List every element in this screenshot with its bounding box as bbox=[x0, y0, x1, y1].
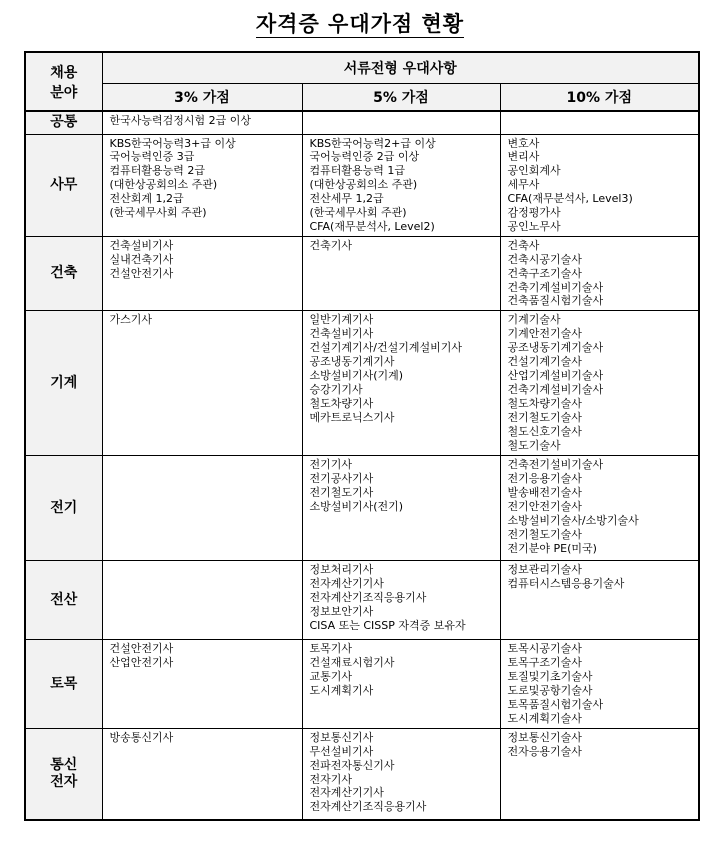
certificate-item: 무선설비기사 bbox=[309, 744, 374, 758]
certificate-item: 건축설비기사 bbox=[309, 327, 374, 341]
certificate-item: 산업기계설비기술사 bbox=[507, 369, 604, 382]
certificate-item: 공조냉동기계기술사 bbox=[507, 341, 604, 355]
certificate-item: 소방설비기사(기계) bbox=[309, 369, 404, 382]
certificate-item: 토목기사 bbox=[309, 642, 353, 656]
certificate-item: 철도차량기술사 bbox=[507, 396, 582, 410]
category-label: 기계 bbox=[50, 374, 78, 391]
table-row bbox=[25, 236, 699, 311]
certificate-item: 전자기사 bbox=[309, 772, 353, 786]
certificate-item: 메카트로닉스기사 bbox=[309, 410, 395, 424]
certificate-item: KBS한국어능력2+급 이상 bbox=[309, 136, 436, 150]
category-cell bbox=[25, 561, 102, 640]
certificate-item: 건설재료시험기사 bbox=[309, 656, 395, 670]
three-percent-cell bbox=[102, 134, 302, 236]
ten-percent-cell bbox=[500, 236, 699, 311]
category-cell bbox=[25, 456, 102, 561]
category-cell bbox=[25, 134, 102, 236]
certificate-item: CFA(재무분석사, Level2) bbox=[309, 219, 435, 233]
certificate-item: 전기철도기술사 bbox=[507, 410, 582, 424]
certificate-item: 토목품질시험기술사 bbox=[507, 698, 604, 711]
certificate-item: 감정평가사 bbox=[507, 206, 561, 220]
table-row bbox=[25, 111, 699, 134]
certificate-item: 정보통신기사 bbox=[309, 730, 374, 744]
certificate-item: 건설안전기사 bbox=[109, 266, 174, 280]
certificate-item: 토목시공기술사 bbox=[507, 642, 582, 656]
certificate-item: 전자계산기기사 bbox=[309, 786, 384, 800]
field-header-line: 분야 bbox=[50, 84, 78, 101]
five-percent-cell bbox=[302, 561, 500, 640]
preference-table bbox=[24, 51, 700, 821]
three-percent-cell bbox=[102, 311, 302, 456]
certificate-item: 건설기계기술사 bbox=[507, 355, 582, 369]
certificate-item: 발송배전기술사 bbox=[507, 486, 582, 500]
certificate-item: 전기철도기술사 bbox=[507, 527, 582, 541]
five-percent-cell bbox=[302, 236, 500, 311]
five-percent-cell bbox=[302, 456, 500, 561]
field-header bbox=[25, 52, 102, 111]
certificate-item: 컴퓨터활용능력 2급 bbox=[109, 164, 206, 178]
certificate-item: 전기공사기사 bbox=[309, 472, 374, 486]
certificate-item: 건축사 bbox=[507, 238, 540, 252]
certificate-item: 일반기계기사 bbox=[309, 313, 374, 327]
certificate-item: 방송통신기사 bbox=[109, 730, 174, 744]
certificate-item: 정보통신기술사 bbox=[507, 730, 582, 744]
ten-percent-cell bbox=[500, 134, 699, 236]
certificate-item: 정보관리기술사 bbox=[507, 563, 582, 577]
certificate-item: 전기철도기사 bbox=[309, 486, 374, 500]
field-header-line: 채용 bbox=[50, 64, 78, 81]
certificate-item: 컴퓨터시스템응용기술사 bbox=[507, 577, 625, 591]
category-label: 건축 bbox=[50, 265, 78, 282]
certificate-item: 토목구조기술사 bbox=[507, 656, 582, 670]
certificate-item: 건축구조기술사 bbox=[507, 266, 582, 280]
five-percent-cell bbox=[302, 111, 500, 134]
three-percent-header: 3% 가점 bbox=[102, 83, 302, 111]
certificate-item: 기계안전기술사 bbox=[507, 327, 582, 341]
table-body bbox=[25, 111, 699, 820]
certificate-item: 전산회계 1,2급 bbox=[109, 192, 184, 206]
certificate-item: 한국사능력검정시험 2급 이상 bbox=[109, 114, 252, 127]
five-percent-cell bbox=[302, 134, 500, 236]
certificate-item: (대한상공회의소 주관) bbox=[109, 178, 218, 192]
certificate-item: 전산세무 1,2급 bbox=[309, 192, 384, 206]
page-title bbox=[0, 8, 720, 38]
certificate-item: 정보보안기사 bbox=[309, 605, 374, 619]
category-cell bbox=[25, 111, 102, 134]
certificate-item: 공조냉동기계기사 bbox=[309, 355, 395, 369]
certificate-item: 전기안전기술사 bbox=[507, 500, 582, 514]
three-percent-cell bbox=[102, 640, 302, 728]
certificate-item: 소방설비기술사/소방기술사 bbox=[507, 514, 639, 527]
certificate-item: 기계기술사 bbox=[507, 313, 561, 327]
certificate-item: 공인노무사 bbox=[507, 219, 561, 233]
certificate-item: 전파전자통신기사 bbox=[309, 758, 395, 772]
certificate-item: 산업안전기사 bbox=[109, 656, 174, 670]
five-percent-cell bbox=[302, 728, 500, 820]
category-cell bbox=[25, 728, 102, 820]
category-cell bbox=[25, 236, 102, 311]
certificate-item: 건축기사 bbox=[309, 238, 353, 252]
certificate-item: 변호사 bbox=[507, 136, 540, 150]
certificate-item: 컴퓨터활용능력 1급 bbox=[309, 164, 406, 178]
certificate-item: 건축설비기사 bbox=[109, 238, 174, 252]
certificate-item: 건설안전기사 bbox=[109, 642, 174, 656]
category-cell bbox=[25, 640, 102, 728]
five-percent-cell bbox=[302, 311, 500, 456]
certificate-item: 가스기사 bbox=[109, 313, 153, 327]
category-label: 통신 bbox=[50, 757, 78, 774]
table-row bbox=[25, 640, 699, 728]
certificate-item: 토질및기초기술사 bbox=[507, 670, 593, 684]
certificate-item: 전자계산기조직응용기사 bbox=[309, 591, 427, 605]
certificate-item: 국어능력인증 3급 bbox=[109, 150, 195, 164]
certificate-item: KBS한국어능력3+급 이상 bbox=[109, 136, 236, 150]
certificate-item: 도시계획기사 bbox=[309, 684, 374, 698]
three-percent-cell bbox=[102, 728, 302, 820]
ten-percent-header: 10% 가점 bbox=[500, 83, 699, 111]
category-label: 전산 bbox=[50, 591, 78, 608]
table-row bbox=[25, 728, 699, 820]
three-percent-cell bbox=[102, 236, 302, 311]
ten-percent-cell bbox=[500, 456, 699, 561]
certificate-item: 건축시공기술사 bbox=[507, 252, 582, 266]
certificate-item: 전기기사 bbox=[309, 458, 353, 472]
certificate-item: 건축품질시험기술사 bbox=[507, 294, 604, 308]
certificate-item: 철도기술사 bbox=[507, 438, 561, 452]
table-row bbox=[25, 456, 699, 561]
ten-percent-cell bbox=[500, 728, 699, 820]
five-percent-header: 5% 가점 bbox=[302, 83, 500, 111]
three-percent-cell bbox=[102, 561, 302, 640]
certificate-item: (대한상공회의소 주관) bbox=[309, 178, 418, 192]
certificate-item: CISA 또는 CISSP 자격증 보유자 bbox=[309, 619, 466, 632]
certificate-item: 전자응용기술사 bbox=[507, 744, 582, 758]
three-percent-cell bbox=[102, 456, 302, 561]
certificate-item: 전자계산기기사 bbox=[309, 577, 384, 591]
certificate-item: 승강기기사 bbox=[309, 382, 363, 396]
table-row bbox=[25, 561, 699, 640]
certificate-item: 정보처리기사 bbox=[309, 563, 374, 577]
certificate-item: 건설기계기사/건설기계설비기사 bbox=[309, 341, 462, 355]
certificate-item: 전자계산기조직응용기사 bbox=[309, 800, 427, 814]
category-label: 사무 bbox=[50, 176, 78, 193]
category-label: 전기 bbox=[50, 499, 78, 516]
certificate-item: 실내건축기사 bbox=[109, 252, 174, 266]
document-screening-header: 서류전형 우대사항 bbox=[102, 52, 699, 83]
ten-percent-cell bbox=[500, 311, 699, 456]
certificate-item: 국어능력인증 2급 이상 bbox=[309, 150, 420, 164]
certificate-item: 도시계획기술사 bbox=[507, 711, 582, 725]
five-percent-cell bbox=[302, 640, 500, 728]
category-cell bbox=[25, 311, 102, 456]
ten-percent-cell bbox=[500, 111, 699, 134]
certificate-item: 건축기계설비기술사 bbox=[507, 382, 604, 396]
certificate-item: 세무사 bbox=[507, 178, 540, 192]
ten-percent-cell bbox=[500, 561, 699, 640]
certificate-item: 소방설비기사(전기) bbox=[309, 500, 404, 514]
table-row bbox=[25, 134, 699, 236]
certificate-item: (한국세무사회 주관) bbox=[109, 206, 207, 220]
three-percent-cell bbox=[102, 111, 302, 134]
table-row bbox=[25, 311, 699, 456]
category-label: 토목 bbox=[50, 675, 78, 692]
certificate-item: 공인회계사 bbox=[507, 164, 561, 178]
certificate-item: 건축기계설비기술사 bbox=[507, 280, 604, 294]
certificate-item: (한국세무사회 주관) bbox=[309, 206, 407, 220]
ten-percent-cell bbox=[500, 640, 699, 728]
category-label: 전자 bbox=[50, 774, 78, 791]
certificate-item: 건축전기설비기술사 bbox=[507, 458, 604, 472]
certificate-item: 철도차량기사 bbox=[309, 396, 374, 410]
category-label: 공통 bbox=[50, 114, 78, 131]
page-title-text: 자격증 우대가점 현황 bbox=[255, 12, 465, 36]
certificate-item: CFA(재무분석사, Level3) bbox=[507, 192, 633, 206]
certificate-item: 변리사 bbox=[507, 150, 540, 164]
certificate-item: 전기응용기술사 bbox=[507, 472, 582, 486]
certificate-item: 교통기사 bbox=[309, 670, 353, 684]
certificate-item: 전기분야 PE(미국) bbox=[507, 541, 597, 555]
certificate-item: 철도신호기술사 bbox=[507, 424, 582, 438]
certificate-item: 도로및공항기술사 bbox=[507, 684, 593, 698]
